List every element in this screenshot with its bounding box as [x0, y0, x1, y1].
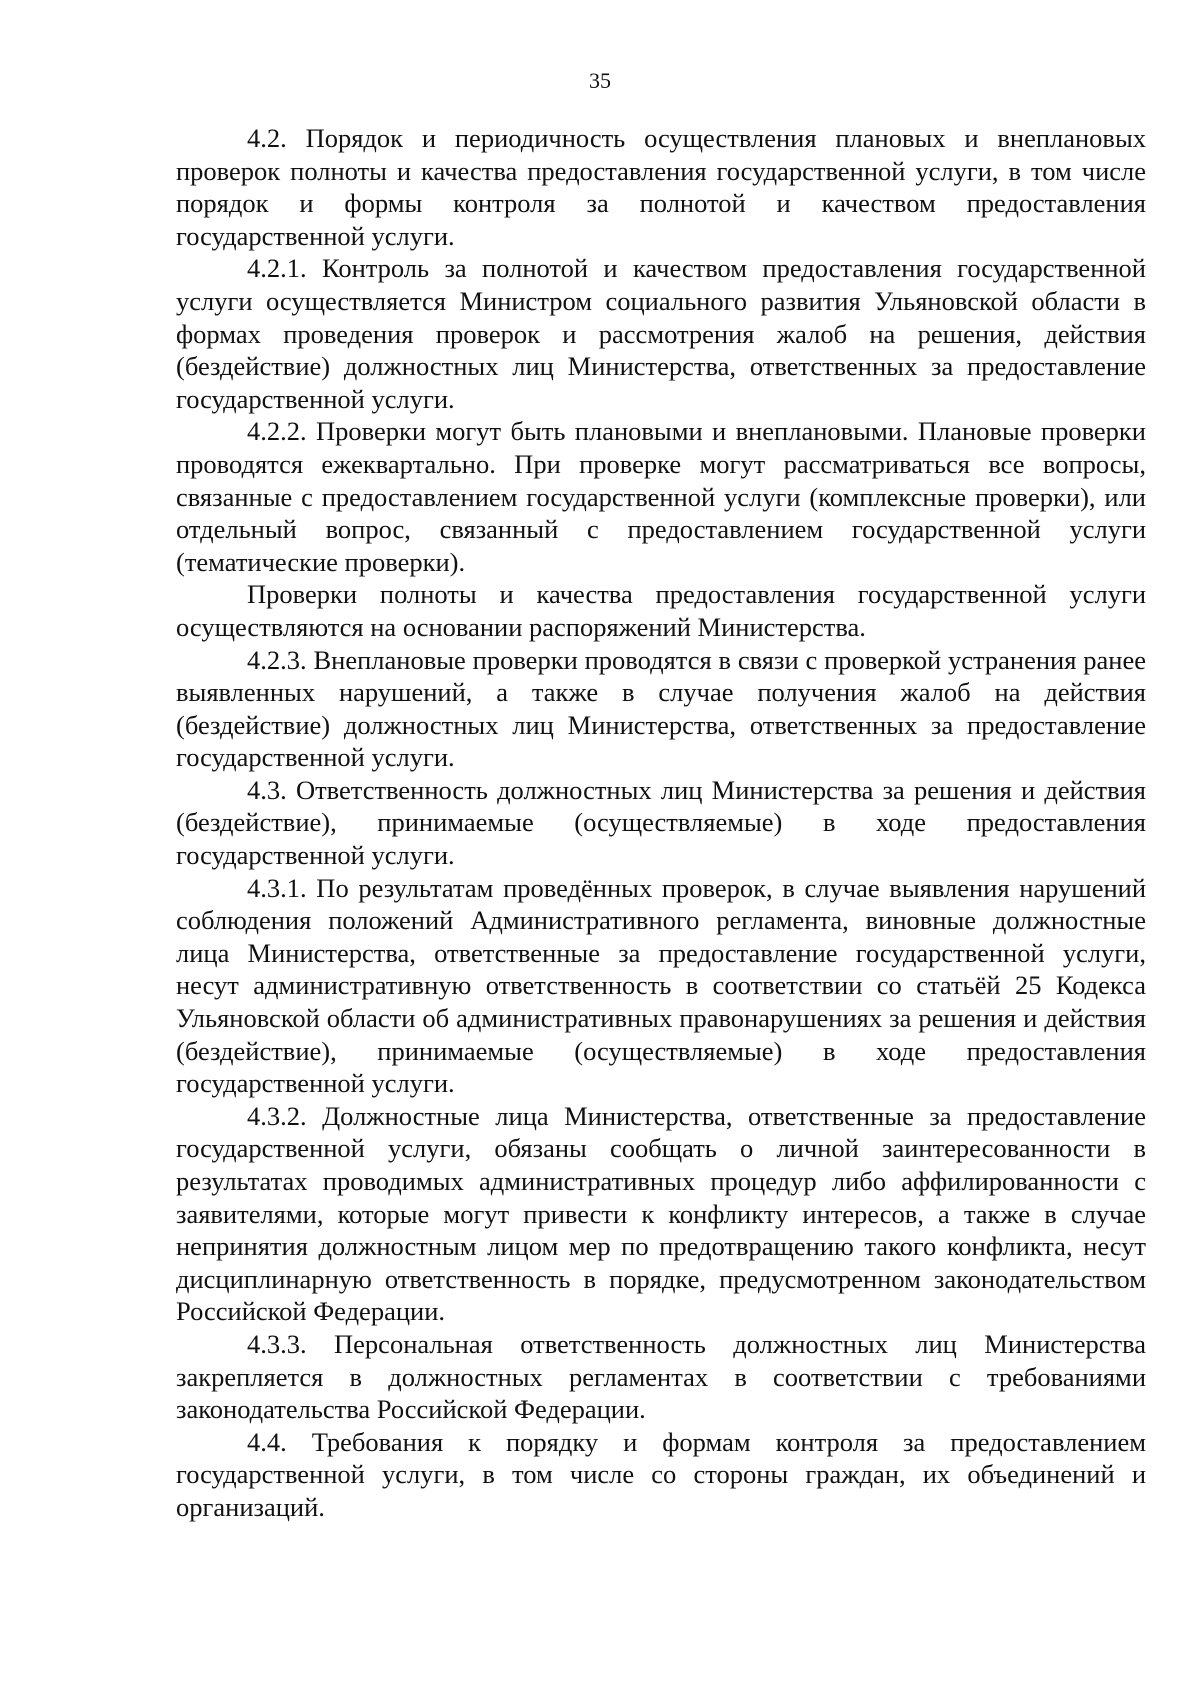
paragraph-inspections-basis: Проверки полноты и качества предоставления государственной услуги осуществляются на основании распоряжений Министерства.: [176, 579, 1146, 642]
paragraph-4-3: 4.3. Ответственность должностных лиц Министерства за решения и действия (бездействие), принимаемые (осуществляемые) в ходе предоставления государственной услуги.: [176, 774, 1146, 871]
paragraph-4-2-2: 4.2.2. Проверки могут быть плановыми и внеплановыми. Плановые проверки проводятся ежеквартально. При проверке могут рассматриваться все вопросы, связанные с предоставлением государственной услуги (комплексные проверки), или отдельный вопрос, связанный с предоставлением государственной услуги (тематические проверки).: [176, 416, 1146, 577]
paragraph-4-2: 4.2. Порядок и периодичность осуществления плановых и внеплановых проверок полноты и качества предоставления государственной услуги, в том числе порядок и формы контроля за полнотой и качеством предоставления государственной услуги.: [176, 123, 1146, 251]
paragraph-4-3-3: 4.3.3. Персональная ответственность должностных лиц Министерства закрепляется в должностных регламентах в соответствии с требованиями законодательства Российской Федерации.: [176, 1328, 1146, 1425]
paragraph-4-3-1: 4.3.1. По результатам проведённых проверок, в случае выявления нарушений соблюдения положений Административного регламента, виновные должностные лица Министерства, ответственные за предоставление государственной услуги, несут административную ответственность в соответствии со статьёй 25 Кодекса Ульяновской области об административных правонарушениях за решения и действия (бездействие), принимаемые (осуществляемые) в ходе предоставления государственной услуги.: [176, 872, 1146, 1099]
document-body: [176, 122, 1146, 1524]
paragraph-4-3-2: 4.3.2. Должностные лица Министерства, ответственные за предоставление государственной услуги, обязаны сообщать о личной заинтересованности в результатах проводимых административных процедур либо аффилированности с заявителями, которые могут привести к конфликту интересов, а также в случае непринятия должностным лицом мер по предотвращению такого конфликта, несут дисциплинарную ответственность в порядке, предусмотренном законодательством Российской Федерации.: [176, 1100, 1146, 1327]
paragraph-4-4: 4.4. Требования к порядку и формам контроля за предоставлением государственной услуги, в том числе со стороны граждан, их объединений и организаций.: [176, 1426, 1146, 1522]
paragraph-4-2-1: 4.2.1. Контроль за полнотой и качеством предоставления государственной услуги осуществляется Министром социального развития Ульяновской области в формах проведения проверок и рассмотрения жалоб на решения, действия (бездействие) должностных лиц Министерства, ответственных за предоставление государственной услуги.: [176, 253, 1146, 414]
paragraph-4-2-3: 4.2.3. Внеплановые проверки проводятся в связи с проверкой устранения ранее выявленных нарушений, а также в случае получения жалоб на действия (бездействие) должностных лиц Министерства, ответственных за предоставление государственной услуги.: [176, 644, 1146, 773]
page-number: 35: [589, 68, 611, 93]
